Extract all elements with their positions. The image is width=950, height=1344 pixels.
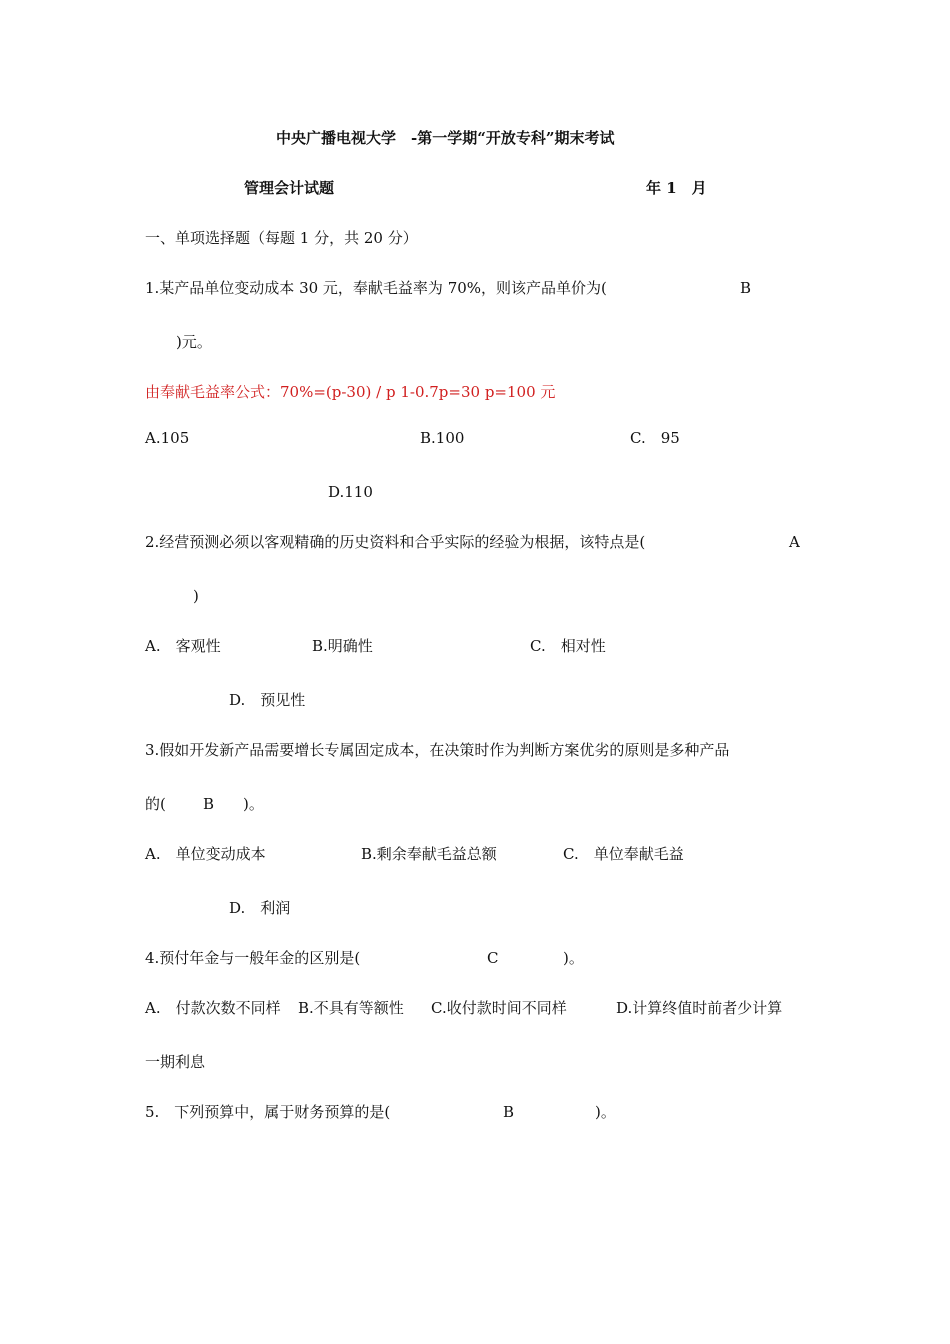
q4-answer: C xyxy=(487,949,499,967)
q4-option-d: D.计算终值时前者少计算 xyxy=(616,999,783,1017)
q4-stem: 4.预付年金与一般年金的区别是( xyxy=(145,949,361,967)
q2-option-b: B.明确性 xyxy=(312,637,373,655)
exam-subject: 管理会计试题 xyxy=(244,179,335,197)
q3-option-a: A. 单位变动成本 xyxy=(145,845,266,863)
q1-option-b: B.100 xyxy=(420,429,465,447)
q4-option-d-continued: 一期利息 xyxy=(145,1053,206,1071)
q1-stem-end: )元。 xyxy=(176,333,212,351)
exam-date: 年 1 月 xyxy=(646,179,707,197)
q2-stem-end: ) xyxy=(193,587,199,605)
q4-option-a: A. 付款次数不同样 xyxy=(145,999,281,1017)
q2-stem: 2.经营预测必须以客观精确的历史资料和合乎实际的经验为根据，该特点是( xyxy=(145,533,646,551)
q4-option-b: B.不具有等额性 xyxy=(298,999,404,1017)
exam-title: 中央广播电视大学 -第一学期“开放专科”期末考试 xyxy=(276,129,615,147)
q2-option-c: C. 相对性 xyxy=(530,637,606,655)
q1-option-a: A.105 xyxy=(145,429,190,447)
q3-stem-line2: 的( xyxy=(145,795,166,813)
q4-option-c: C.收付款时间不同样 xyxy=(431,999,567,1017)
q1-answer: B xyxy=(740,279,752,297)
q3-option-c: C. 单位奉献毛益 xyxy=(563,845,684,863)
q1-option-d: D.110 xyxy=(328,483,373,501)
q2-answer: A xyxy=(789,533,800,551)
q3-option-d: D. 利润 xyxy=(229,899,291,917)
q3-stem-end: )。 xyxy=(243,795,264,813)
q1-option-c: C. 95 xyxy=(630,429,680,447)
q2-option-a: A. 客观性 xyxy=(145,637,221,655)
q3-answer: B xyxy=(203,795,215,813)
q3-option-b: B.剩余奉献毛益总额 xyxy=(361,845,497,863)
q1-solution-note: 由奉献毛益率公式：70%=(p-30) / p 1-0.7p=30 p=100 元 xyxy=(145,383,556,401)
q3-stem: 3.假如开发新产品需要增长专属固定成本，在决策时作为判断方案优劣的原则是多种产品 xyxy=(145,741,730,759)
q5-stem-end: )。 xyxy=(595,1103,616,1121)
q1-stem: 1.某产品单位变动成本 30 元，奉献毛益率为 70%，则该产品单价为( xyxy=(145,279,607,297)
q2-option-d: D. 预见性 xyxy=(229,691,306,709)
q5-stem: 5. 下列预算中，属于财务预算的是( xyxy=(145,1103,391,1121)
q5-answer: B xyxy=(503,1103,515,1121)
section-heading: 一、单项选择题（每题 1 分，共 20 分） xyxy=(145,229,418,247)
q4-stem-end: )。 xyxy=(563,949,584,967)
